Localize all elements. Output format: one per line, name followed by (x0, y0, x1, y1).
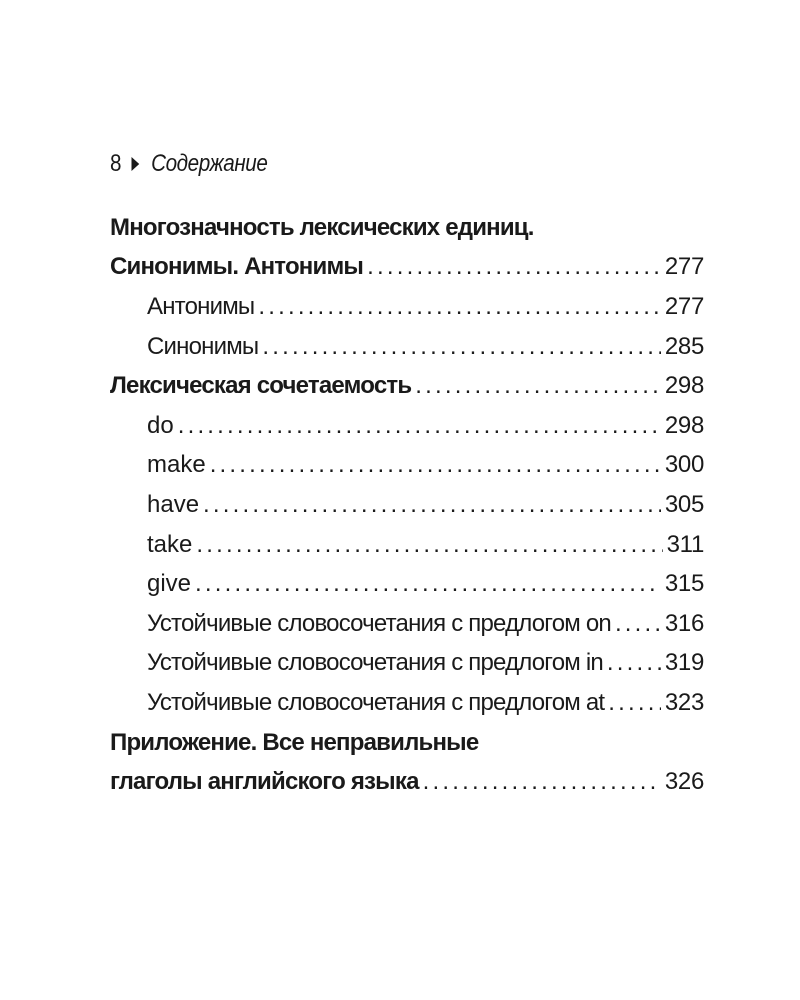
dot-leader (203, 491, 661, 519)
toc-entry-page: 319 (664, 649, 704, 677)
toc-entry-page: 326 (664, 768, 704, 796)
table-of-contents (110, 208, 704, 802)
toc-entry (110, 525, 704, 565)
toc-entry-title: Устойчивые словосочетания с предлогом in (147, 649, 603, 677)
toc-entry (110, 723, 704, 763)
toc-entry-page: 315 (664, 570, 704, 598)
toc-entry-page: 305 (664, 490, 704, 518)
toc-entry-title: take (147, 530, 193, 558)
dot-leader (415, 372, 661, 400)
toc-entry-page: 311 (666, 530, 704, 558)
toc-entry-title: Антонимы (147, 292, 255, 320)
toc-entry (110, 366, 704, 406)
toc-entry-page: 298 (664, 411, 704, 439)
toc-entry-title: make (147, 451, 206, 479)
toc-entry-title: глаголы английского языка (110, 768, 419, 796)
toc-entry-title: Лексическая сочетаемость (110, 372, 412, 400)
toc-entry-title: give (147, 570, 192, 598)
toc-entry-title: Синонимы. Антонимы (110, 253, 364, 281)
toc-entry (110, 287, 704, 327)
toc-entry-page: 277 (664, 292, 704, 320)
dot-leader (262, 333, 660, 361)
dot-leader (615, 610, 661, 638)
dot-leader (607, 649, 661, 677)
dot-leader (196, 531, 662, 559)
toc-entry-page: 300 (664, 451, 704, 479)
running-head (110, 146, 267, 182)
dot-leader (367, 253, 661, 281)
toc-entry (110, 485, 704, 525)
toc-entry-page: 316 (664, 609, 704, 637)
page-number: 8 (110, 150, 122, 177)
triangle-arrow-icon (131, 157, 139, 171)
toc-entry (110, 644, 704, 684)
dot-leader (178, 412, 661, 440)
toc-entry-page: 323 (664, 688, 704, 716)
toc-entry-page: 285 (664, 332, 704, 360)
dot-leader (195, 570, 661, 598)
toc-entry (110, 564, 704, 604)
toc-entry-title: Синонимы (147, 332, 259, 360)
toc-entry-title: Устойчивые словосочетания с предлогом at (147, 688, 605, 716)
dot-leader (608, 689, 661, 717)
toc-entry-title: have (147, 490, 200, 518)
toc-entry (110, 248, 704, 288)
toc-entry (110, 604, 704, 644)
toc-entry-title: do (147, 411, 174, 439)
dot-leader (423, 768, 661, 796)
toc-entry-page: 277 (664, 253, 704, 281)
toc-entry-title: Многозначность лексических единиц. (110, 213, 534, 241)
section-title: Содержание (151, 150, 268, 177)
toc-entry (110, 406, 704, 446)
toc-entry (110, 327, 704, 367)
toc-entry (110, 446, 704, 486)
toc-entry-title: Приложение. Все неправильные (110, 728, 479, 756)
toc-entry (110, 208, 704, 248)
dot-leader (258, 293, 661, 321)
toc-entry-page: 298 (664, 372, 704, 400)
toc-entry-title: Устойчивые словосочетания с предлогом on (147, 609, 611, 637)
dot-leader (210, 451, 661, 479)
toc-entry (110, 762, 704, 802)
toc-entry (110, 683, 704, 723)
